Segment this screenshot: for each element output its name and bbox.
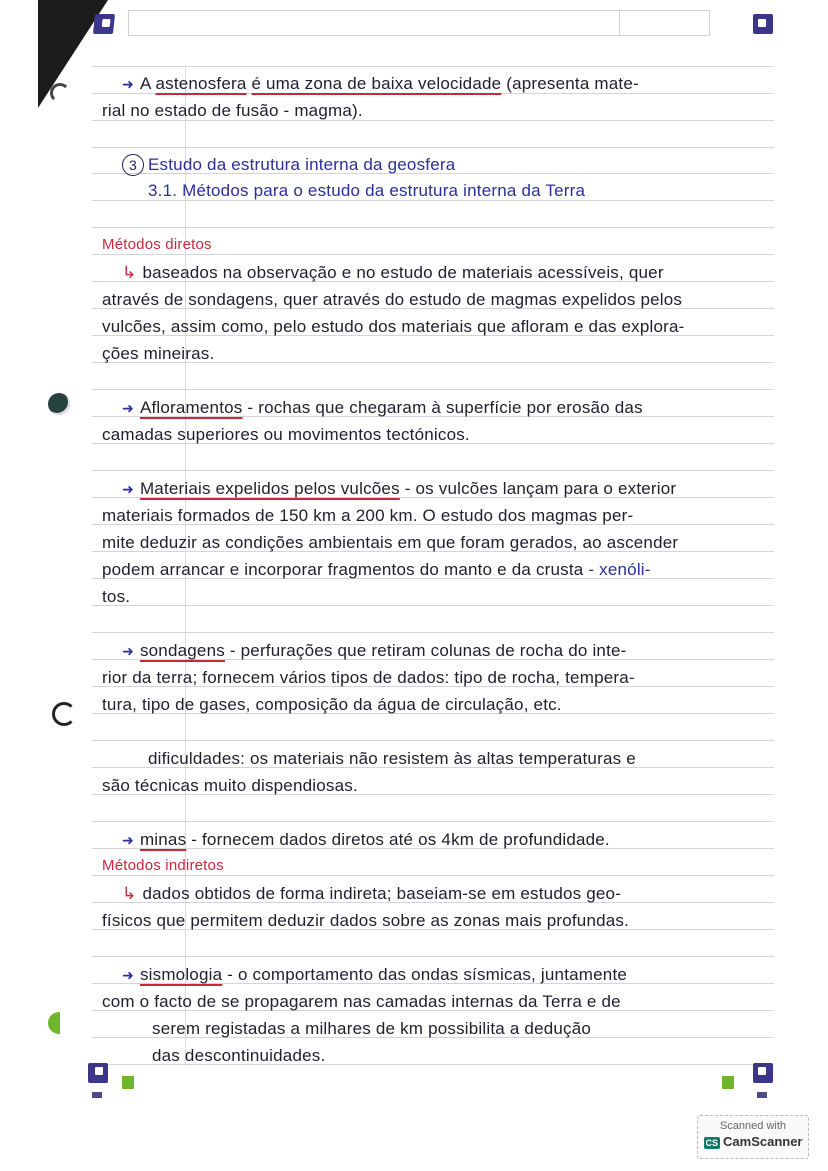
green-marker [122, 1076, 134, 1089]
note-line-minas: ➜ minas - fornecem dados diretos até os 4km de profundidade. [122, 830, 610, 849]
note-line: materiais formados de 150 km a 200 km. O estudo dos magmas per- [102, 506, 634, 525]
corner-marker-top-right-icon [753, 14, 773, 34]
note-line: vulcões, assim como, pelo estudo dos materiais que afloram e das explora- [102, 317, 685, 336]
corner-marker-top-left-icon [93, 14, 115, 34]
note-line-sismologia: ➜ sismologia - o comportamento das ondas sísmicas, juntamente [122, 965, 628, 984]
note-line-astenosfera: ➜ A astenosfera é uma zona de baixa velocidade (apresenta mate- [122, 74, 639, 93]
highlight-low-velocity: é uma zona de baixa velocidade [251, 74, 502, 93]
corner-marker-tab [92, 1092, 102, 1098]
term-minas: minas [139, 830, 187, 849]
note-line: camadas superiores ou movimentos tectónicos. [102, 425, 470, 444]
arrow-bullet-icon: ➜ [122, 832, 134, 848]
note-line-afloramentos: ➜ Afloramentos - rochas que chegaram à superfície por erosão das [122, 398, 643, 417]
corner-marker-bottom-right-icon [753, 1063, 773, 1083]
note-line: tos. [102, 587, 131, 606]
binder-hole-green [48, 1012, 60, 1034]
binder-ring-hole [52, 702, 76, 726]
rule [92, 956, 774, 957]
arrow-bullet-icon: ➜ [122, 76, 134, 92]
hook-arrow-icon: ↳ [122, 263, 137, 282]
note-line: físicos que permitem deduzir dados sobre as zonas mais profundas. [102, 911, 630, 930]
note-line: rior da terra; fornecem vários tipos de dados: tipo de rocha, tempera- [102, 668, 635, 687]
rule [92, 227, 774, 228]
binder-ring-hole [50, 83, 70, 103]
rule [92, 66, 774, 67]
note-line-materiais: ➜ Materiais expelidos pelos vulcões - os vulcões lançam para o exterior [122, 479, 677, 498]
note-line-dificuldades: dificuldades: os materiais não resistem às altas temperaturas e [148, 749, 636, 768]
rule [92, 470, 774, 471]
rule [92, 389, 774, 390]
rule [92, 875, 774, 876]
rule [92, 821, 774, 822]
heading-direct-methods: Métodos diretos [102, 236, 212, 253]
term-afloramentos: Afloramentos [139, 398, 243, 417]
arrow-bullet-icon: ➜ [122, 643, 134, 659]
note-line: tura, tipo de gases, composição da água de circulação, etc. [102, 695, 562, 714]
rule [92, 740, 774, 741]
corner-marker-bottom-left-icon [88, 1063, 108, 1083]
term-astenosfera: astenosfera [155, 74, 247, 93]
term-xenolitos: - xenóli- [588, 560, 651, 579]
note-line: rial no estado de fusão - magma). [102, 101, 363, 120]
note-line: através de sondagens, quer através do estudo de magmas expelidos pelos [102, 290, 683, 309]
hook-arrow-icon: ↳ [122, 884, 137, 903]
green-marker [722, 1076, 734, 1089]
rule [92, 605, 774, 606]
arrow-bullet-icon: ➜ [122, 967, 134, 983]
note-line: ções mineiras. [102, 344, 215, 363]
page-header-box [128, 10, 710, 36]
corner-marker-tab [757, 1092, 767, 1098]
note-line: são técnicas muito dispendiosas. [102, 776, 358, 795]
camscanner-watermark: Scanned with CS CamScanner [697, 1115, 809, 1159]
note-line: serem registadas a milhares de km possibilita a dedução [152, 1019, 592, 1038]
note-line: podem arrancar e incorporar fragmentos do manto e da crusta - xenóli- [102, 560, 651, 579]
section-number: 3 [122, 154, 144, 176]
header-divider [619, 11, 620, 35]
arrow-bullet-icon: ➜ [122, 400, 134, 416]
note-line: das descontinuidades. [152, 1046, 326, 1065]
section-title: 3 Estudo da estrutura interna da geosfera [122, 154, 455, 176]
term-sismologia: sismologia [139, 965, 223, 984]
section-subtitle: 3.1. Métodos para o estudo da estrutura interna da Terra [148, 181, 586, 200]
rule [92, 147, 774, 148]
binder-hole [48, 393, 70, 415]
note-line: com o facto de se propagarem nas camadas internas da Terra e de [102, 992, 621, 1011]
note-line: ↳ dados obtidos de forma indireta; baseiam-se em estudos geo- [122, 884, 622, 903]
rule [92, 254, 774, 255]
rule [92, 632, 774, 633]
arrow-bullet-icon: ➜ [122, 481, 134, 497]
note-line: ↳ baseados na observação e no estudo de materiais acessíveis, quer [122, 263, 664, 282]
term-materiais-expelidos: Materiais expelidos pelos vulcões [139, 479, 400, 498]
note-line-sondagens: ➜ sondagens - perfurações que retiram colunas de rocha do inte- [122, 641, 627, 660]
note-line: mite deduzir as condições ambientais em que foram gerados, ao ascender [102, 533, 679, 552]
heading-indirect-methods: Métodos indiretos [102, 857, 224, 874]
term-sondagens: sondagens [139, 641, 225, 660]
camscanner-logo-icon: CS [705, 1137, 719, 1148]
